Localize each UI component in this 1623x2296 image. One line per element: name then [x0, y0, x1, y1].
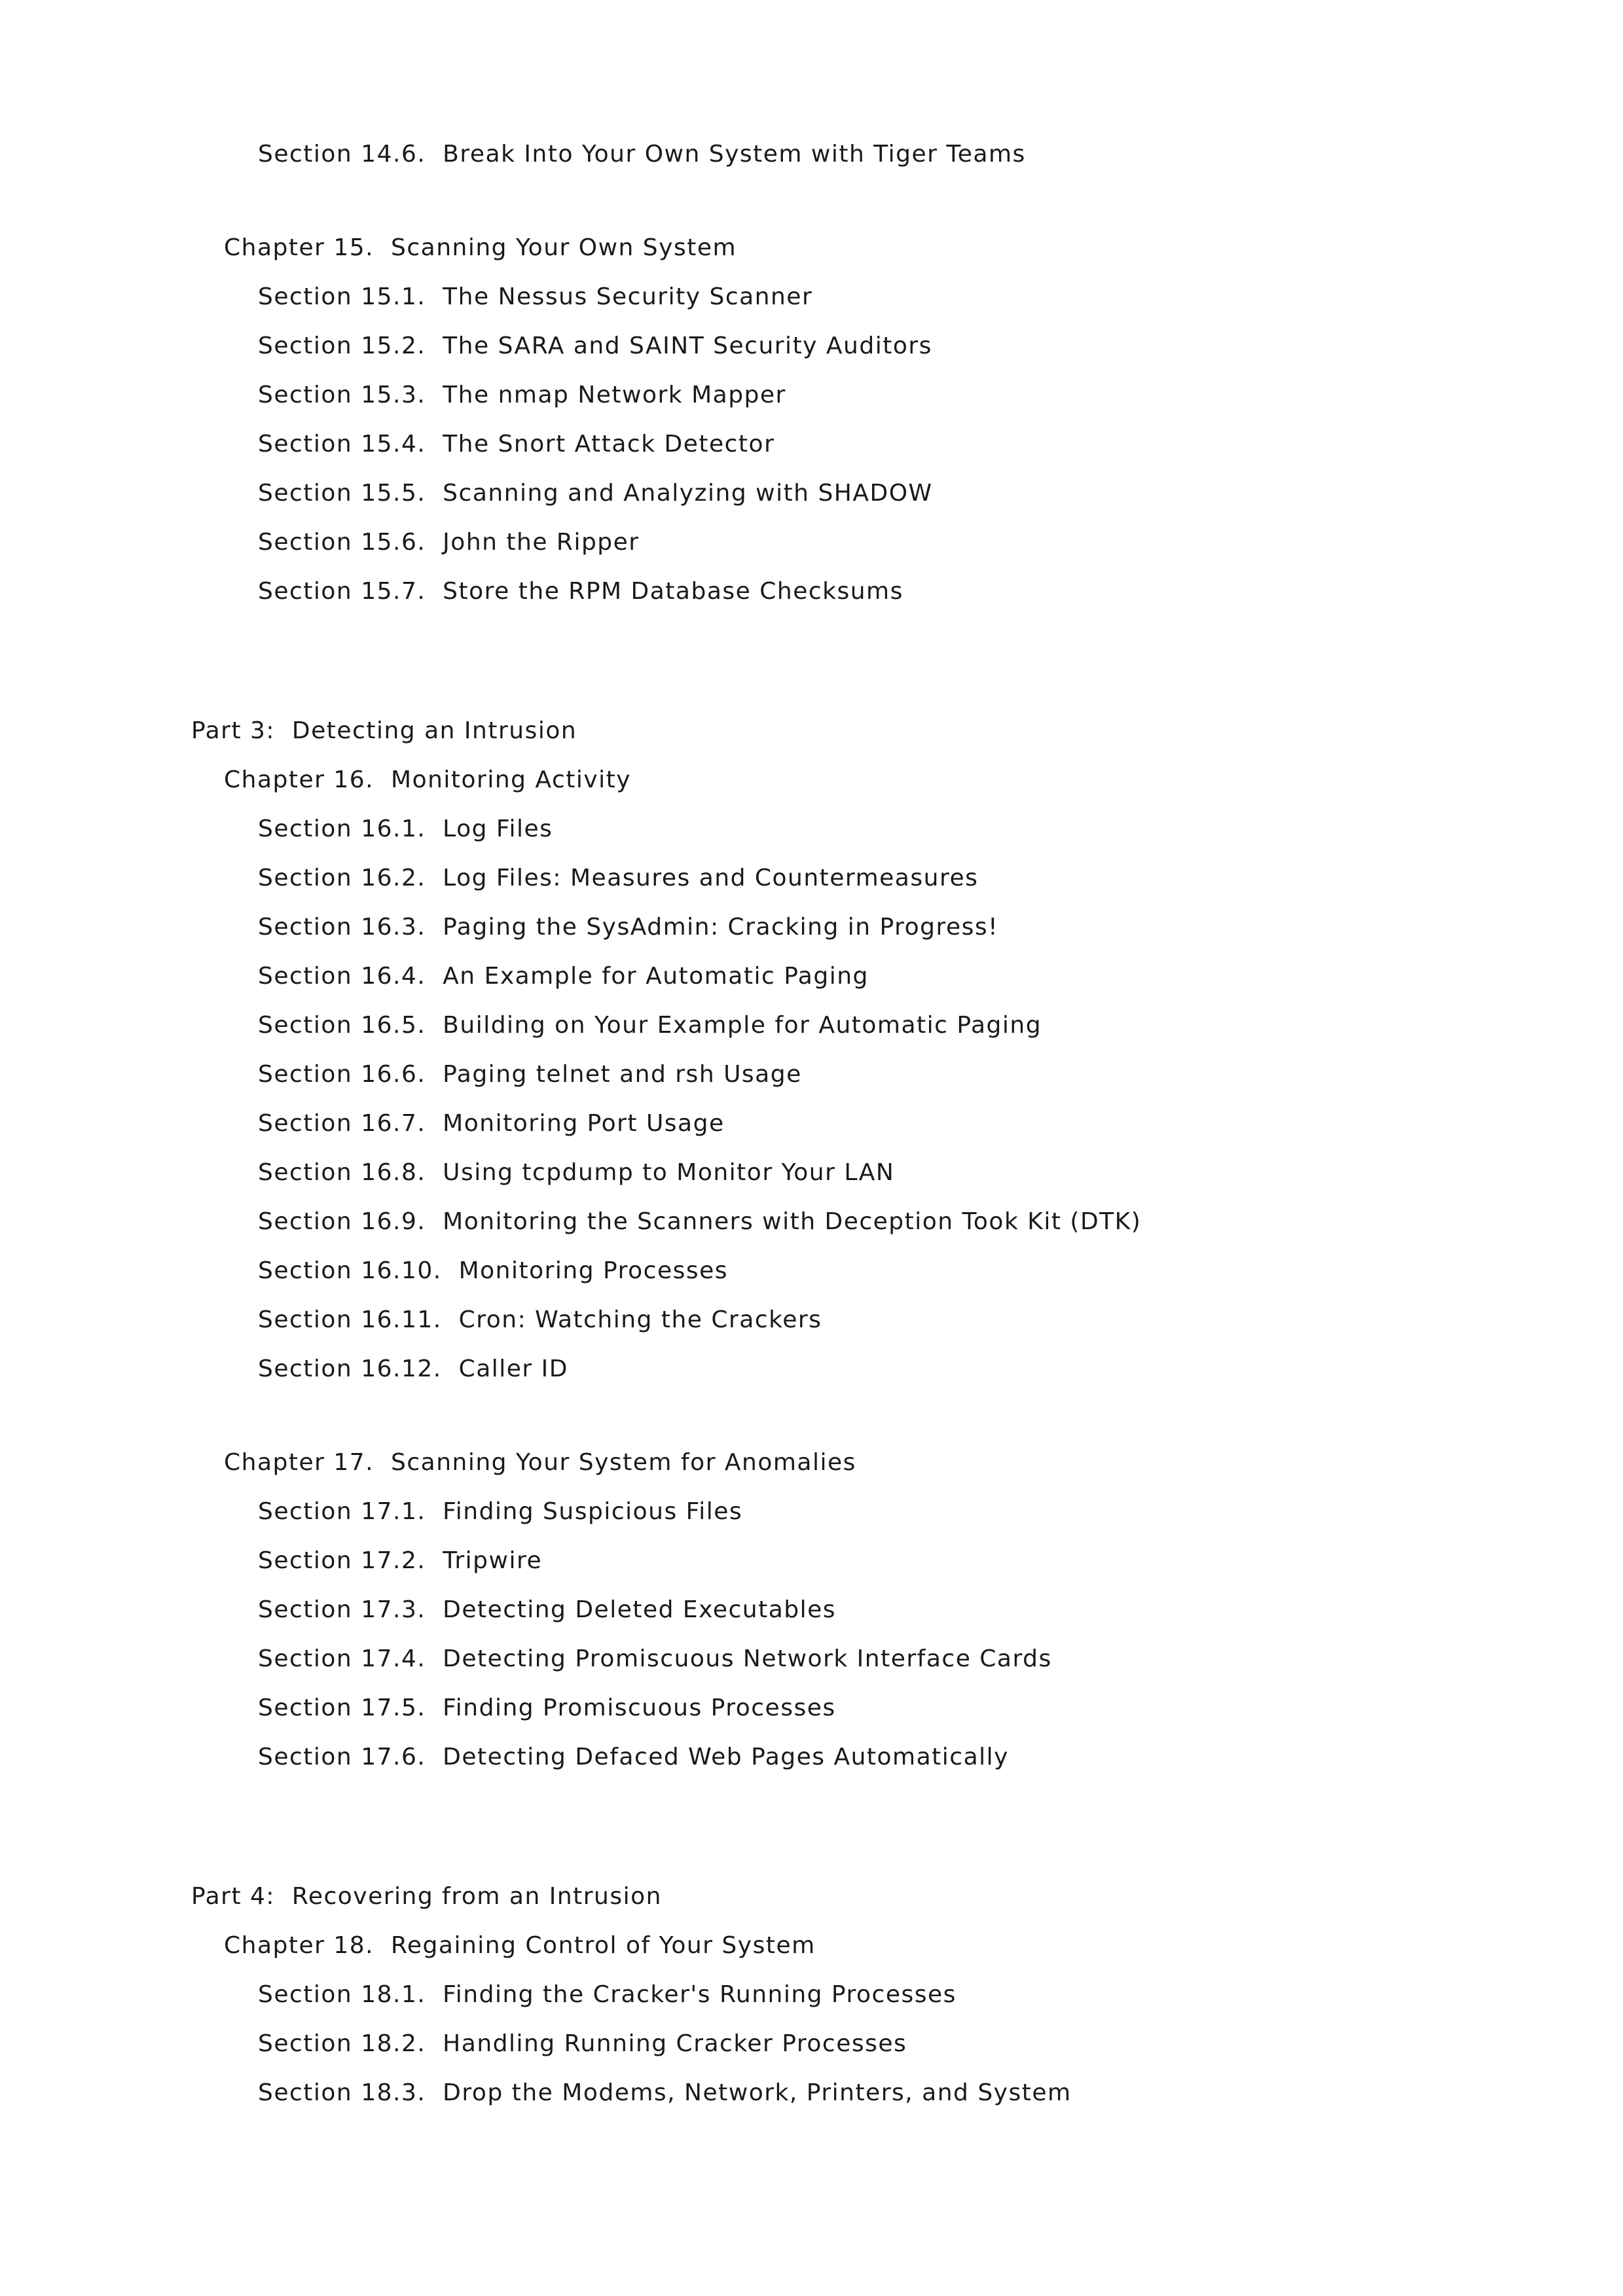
- toc-section-18-1[interactable]: Section 18.1. Finding the Cracker's Running Processes: [258, 1981, 957, 2008]
- toc-section-18-3[interactable]: Section 18.3. Drop the Modems, Network, Printers, and System: [258, 2079, 1072, 2106]
- toc-section-16-5[interactable]: Section 16.5. Building on Your Example for Automatic Paging: [258, 1012, 1042, 1039]
- toc-chapter-18[interactable]: Chapter 18. Regaining Control of Your System: [224, 1932, 816, 1959]
- toc-section-18-2[interactable]: Section 18.2. Handling Running Cracker Processes: [258, 2030, 907, 2057]
- toc-section-16-2[interactable]: Section 16.2. Log Files: Measures and Countermeasures: [258, 865, 979, 891]
- toc-section-15-7[interactable]: Section 15.7. Store the RPM Database Checksums: [258, 578, 903, 605]
- toc-section-15-2[interactable]: Section 15.2. The SARA and SAINT Security Auditors: [258, 332, 932, 359]
- toc-section-16-7[interactable]: Section 16.7. Monitoring Port Usage: [258, 1110, 725, 1137]
- toc-section-15-6[interactable]: Section 15.6. John the Ripper: [258, 529, 640, 556]
- toc-part-4[interactable]: Part 4: Recovering from an Intrusion: [191, 1883, 662, 1910]
- toc-section-16-3[interactable]: Section 16.3. Paging the SysAdmin: Cracking in Progress!: [258, 914, 999, 941]
- toc-chapter-17[interactable]: Chapter 17. Scanning Your System for Anomalies: [224, 1449, 856, 1476]
- toc-section-17-5[interactable]: Section 17.5. Finding Promiscuous Processes: [258, 1695, 836, 1721]
- toc-section-15-4[interactable]: Section 15.4. The Snort Attack Detector: [258, 431, 775, 457]
- toc-section-16-8[interactable]: Section 16.8. Using tcpdump to Monitor Your LAN: [258, 1159, 895, 1186]
- toc-part-3[interactable]: Part 3: Detecting an Intrusion: [191, 717, 577, 744]
- toc-section-15-3[interactable]: Section 15.3. The nmap Network Mapper: [258, 382, 786, 408]
- toc-section-17-1[interactable]: Section 17.1. Finding Suspicious Files: [258, 1498, 743, 1525]
- toc-section-16-10[interactable]: Section 16.10. Monitoring Processes: [258, 1257, 729, 1284]
- toc-section-16-12[interactable]: Section 16.12. Caller ID: [258, 1355, 569, 1382]
- toc-section-17-6[interactable]: Section 17.6. Detecting Defaced Web Pages Automatically: [258, 1744, 1009, 1770]
- toc-chapter-15[interactable]: Chapter 15. Scanning Your Own System: [224, 234, 737, 261]
- toc-section-16-4[interactable]: Section 16.4. An Example for Automatic Paging: [258, 963, 869, 990]
- toc-section-16-1[interactable]: Section 16.1. Log Files: [258, 816, 553, 842]
- toc-section-17-2[interactable]: Section 17.2. Tripwire: [258, 1547, 543, 1574]
- toc-section-16-11[interactable]: Section 16.11. Cron: Watching the Crackers: [258, 1306, 822, 1333]
- toc-section-15-1[interactable]: Section 15.1. The Nessus Security Scanner: [258, 283, 813, 310]
- toc-section-15-5[interactable]: Section 15.5. Scanning and Analyzing with SHADOW: [258, 480, 933, 507]
- toc-section-16-6[interactable]: Section 16.6. Paging telnet and rsh Usage: [258, 1061, 802, 1088]
- toc-chapter-16[interactable]: Chapter 16. Monitoring Activity: [224, 766, 632, 793]
- toc-section-17-3[interactable]: Section 17.3. Detecting Deleted Executables: [258, 1596, 837, 1623]
- toc-section-17-4[interactable]: Section 17.4. Detecting Promiscuous Network Interface Cards: [258, 1645, 1052, 1672]
- toc-section-14-6[interactable]: Section 14.6. Break Into Your Own System with Tiger Teams: [258, 141, 1026, 168]
- toc-section-16-9[interactable]: Section 16.9. Monitoring the Scanners with Deception Took Kit (DTK): [258, 1208, 1142, 1235]
